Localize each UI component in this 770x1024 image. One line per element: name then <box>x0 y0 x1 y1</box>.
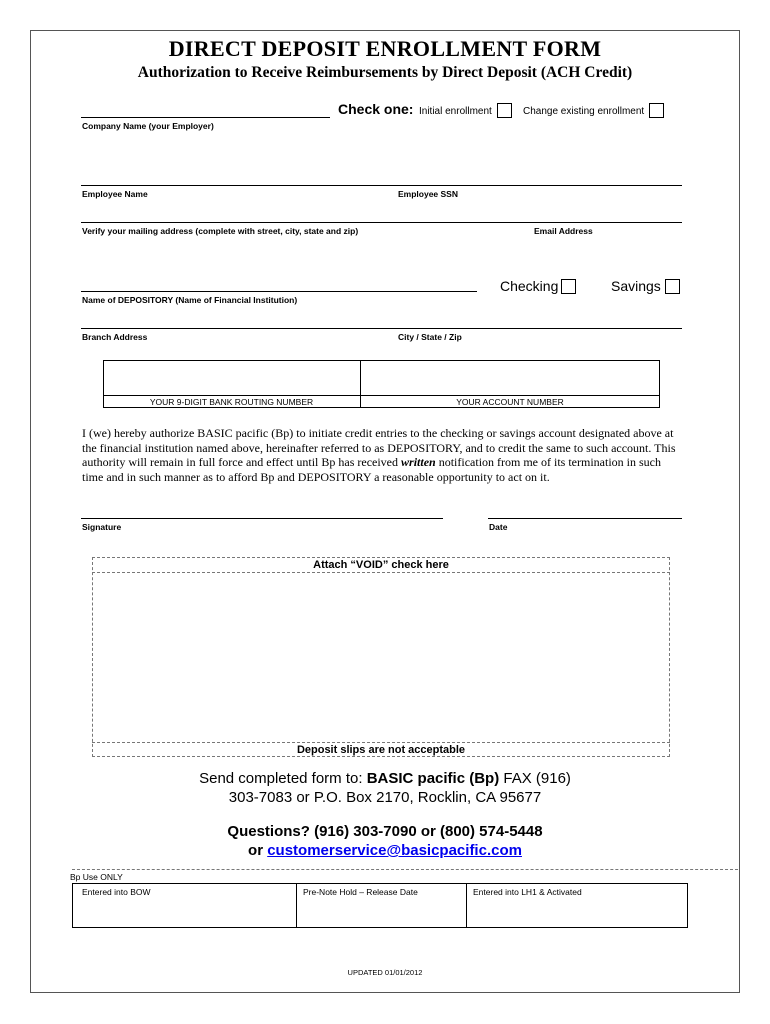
employee-line[interactable] <box>81 185 682 186</box>
depository-line[interactable] <box>81 291 477 292</box>
entered-bow-label: Entered into BOW <box>82 887 151 897</box>
change-enrollment-label: Change existing enrollment <box>523 106 645 117</box>
send-to-address: 303-7083 or P.O. Box 2170, Rocklin, CA 95677 <box>228 789 542 806</box>
company-name: BASIC pacific (Bp) <box>366 770 500 787</box>
date-line[interactable] <box>488 518 682 519</box>
employee-name-label: Employee Name <box>82 189 148 199</box>
office-use-divider-1 <box>296 883 297 928</box>
signature-label: Signature <box>82 522 122 532</box>
prenote-hold-label: Pre-Note Hold – Release Date <box>303 887 418 897</box>
office-use-divider-2 <box>466 883 467 928</box>
form-subtitle: Authorization to Receive Reimbursements by Direct Deposit (ACH Credit) <box>137 64 633 81</box>
branch-line[interactable] <box>81 328 682 329</box>
customer-service-email-link[interactable]: customerservice@basicpacific.com <box>267 842 522 859</box>
written-emphasis: written <box>401 455 436 470</box>
office-use-label: Bp Use ONLY <box>70 872 123 882</box>
initial-enrollment-checkbox[interactable] <box>497 103 512 118</box>
checking-label: Checking <box>500 278 559 294</box>
attach-void-label: Attach “VOID” check here <box>313 559 449 571</box>
routing-number-field[interactable] <box>104 361 359 394</box>
mailing-address-label: Verify your mailing address (complete with street, city, state and zip) <box>82 226 359 236</box>
checking-checkbox[interactable] <box>561 279 576 294</box>
deposit-slips-note: Deposit slips are not acceptable <box>296 744 466 756</box>
void-check-top-divider <box>92 572 670 573</box>
account-number-label: YOUR ACCOUNT NUMBER <box>456 397 564 407</box>
form-title: DIRECT DEPOSIT ENROLLMENT FORM <box>168 36 602 61</box>
questions-phone: Questions? (916) 303-7090 or (800) 574-5448 <box>227 823 543 840</box>
date-label: Date <box>489 522 508 532</box>
authorization-text: I (we) hereby authorize BASIC pacific (Bp) to initiate credit entries to the checking or savings account designated above at the financial institution named above, hereinafter referred to as DEPOSITORY, and to credit the same to such account. This authority will remain in full force and effect until Bp has received written notification from me of its termination in such time and in such manner as to afford Bp and DEPOSITORY a reasonable opportunity to act on it. <box>82 426 676 484</box>
routing-number-label: YOUR 9-DIGIT BANK ROUTING NUMBER <box>149 397 314 407</box>
bank-numbers-label-divider <box>103 395 660 396</box>
savings-checkbox[interactable] <box>665 279 680 294</box>
updated-date: UPDATED 01/01/2012 <box>347 968 423 977</box>
initial-enrollment-label: Initial enrollment <box>419 106 492 117</box>
void-check-area[interactable] <box>92 557 670 757</box>
account-number-field[interactable] <box>361 361 659 394</box>
city-state-zip-label: City / State / Zip <box>398 332 462 342</box>
company-name-label: Company Name (your Employer) <box>82 121 214 131</box>
questions-text: Questions? (916) 303-7090 or (800) 574-5448 or customerservice@basicpacific.com <box>227 823 543 859</box>
void-check-bottom-divider <box>92 742 670 743</box>
entered-lh1-label: Entered into LH1 & Activated <box>473 887 582 897</box>
company-name-line[interactable] <box>81 117 330 118</box>
savings-label: Savings <box>611 278 661 294</box>
change-enrollment-checkbox[interactable] <box>649 103 664 118</box>
employee-ssn-label: Employee SSN <box>398 189 458 199</box>
email-address-label: Email Address <box>534 226 593 236</box>
office-use-divider <box>72 869 738 870</box>
signature-line[interactable] <box>81 518 443 519</box>
check-one-label: Check one: <box>338 101 414 117</box>
depository-label: Name of DEPOSITORY (Name of Financial Institution) <box>82 295 298 305</box>
send-to-text: Send completed form to: BASIC pacific (Bp) FAX (916) 303-7083 or P.O. Box 2170, Rocklin, CA 95677 <box>199 770 571 806</box>
mailing-address-line[interactable] <box>81 222 682 223</box>
branch-address-label: Branch Address <box>82 332 148 342</box>
